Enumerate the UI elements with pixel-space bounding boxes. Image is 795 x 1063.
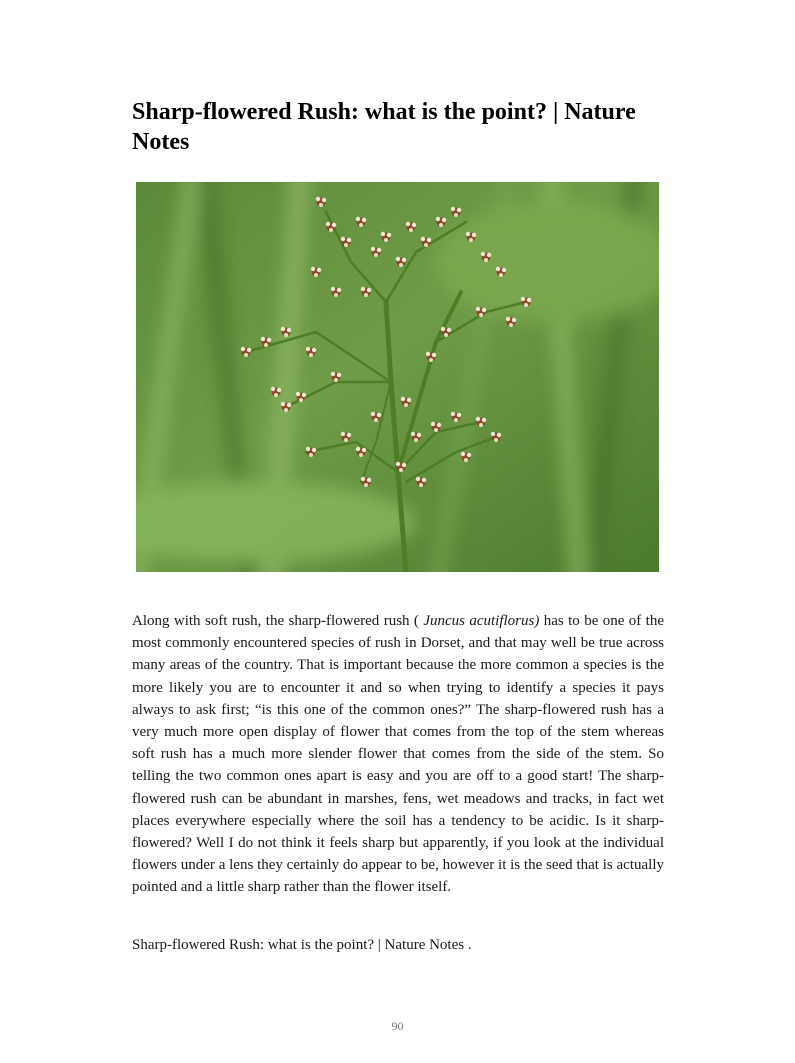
rush-photo [136, 182, 659, 572]
page-title: Sharp-flowered Rush: what is the point? | Nature Notes [132, 99, 636, 155]
source-line: Sharp-flowered Rush: what is the point? | Nature Notes . [132, 937, 472, 953]
body-text-rest: has to be one of the most commonly encountered species of rush in Dorset, and that may well be true across many areas of the country. That is important because the more common a species is the more likely you are to encounter it and so when trying to identify a species it pays always to ask first; “is this one of the common ones?” The sharp-flowered rush has a very much more open display of flower that comes from the top of the stem whereas soft rush has a much more slender flower that comes from the side of the stem. So telling the two common ones apart is easy and you are off to a good start! The sharp-flowered rush can be abundant in marshes, fens, wet meadows and tracks, in fact wet places everywhere especially where the soil has a tendency to be acidic. Is it sharp-flowered? Well I do not think it feels sharp but apparently, if you look at the individual flowers under a lens they certainly do appear to be, however it is the seed that is actually pointed and a little sharp rather than the flower itself. [132, 613, 664, 896]
body-text-start: Along with soft rush, the sharp-flowered rush ( [132, 613, 424, 629]
species-name: Juncus acutiflorus) [423, 613, 540, 629]
article-body [132, 610, 664, 899]
page-number: 90 [391, 1019, 404, 1033]
